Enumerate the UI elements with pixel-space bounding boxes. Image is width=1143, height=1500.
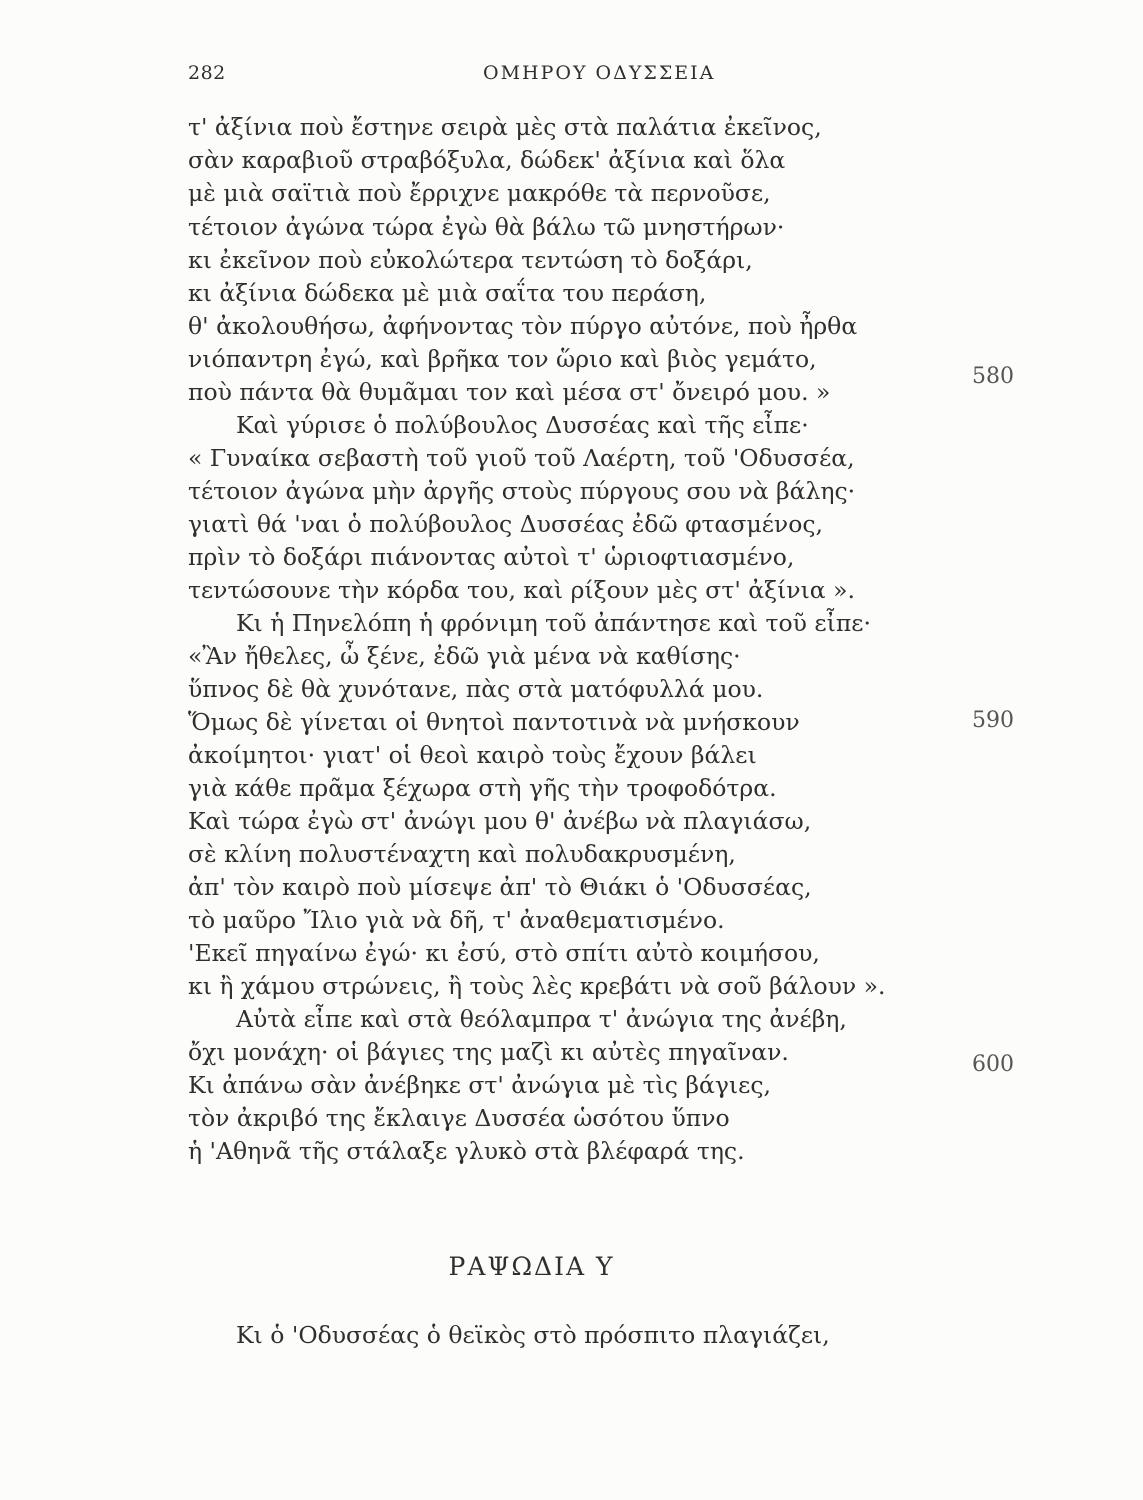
verse-line: κι ἐκεῖνον ποὺ εὐκολώτερα τεντώση τὸ δοξάρι,	[188, 246, 753, 274]
verse-line: Αὐτὰ εἶπε καὶ στὰ θεόλαμπρα τ' ἀνώγια της ἀνέβη,	[236, 1005, 847, 1033]
verse-line: γιὰ κάθε πρᾶμα ξέχωρα στὴ γῆς τὴν τροφοδότρα.	[188, 774, 777, 802]
verse-line: ἀκοίμητοι· γιατ' οἱ θεοὶ καιρὸ τοὺς ἔχουν βάλει	[188, 741, 757, 769]
verse-line: « Γυναίκα σεβαστὴ τοῦ γιοῦ τοῦ Λαέρτη, τοῦ 'Οδυσσέα,	[188, 444, 855, 472]
verse-line: σὲ κλίνη πολυστέναχτη καὶ πολυδακρυσμένη,	[188, 840, 736, 868]
verse-line: ὄχι μονάχη· οἱ βάγιες της μαζὶ κι αὐτὲς πηγαῖναν.	[188, 1038, 789, 1066]
verse-line: ἡ 'Αθηνᾶ τῆς στάλαξε γλυκὸ στὰ βλέφαρά της.	[188, 1137, 745, 1165]
verse-line: πρὶν τὸ δοξάρι πιάνοντας αὐτοὶ τ' ὡριοφτιασμένο,	[188, 543, 795, 571]
verse-line: Καὶ τώρα ἐγὼ στ' ἀνώγι μου θ' ἀνέβω νὰ πλαγιάσω,	[188, 807, 812, 835]
running-title: ΟΜΗΡΟΥ ΟΔΥΣΣΕΙΑ	[483, 62, 716, 84]
verse-line: 'Εκεῖ πηγαίνω ἐγώ· κι ἐσύ, στὸ σπίτι αὐτὸ κοιμήσου,	[188, 939, 820, 967]
verse-line: νιόπαντρη ἐγώ, καὶ βρῆκα τον ὥριο καὶ βιὸς γεμάτο,	[188, 345, 817, 373]
verse-line: «Ἂν ἤθελες, ὦ ξένε, ἐδῶ γιὰ μένα νὰ καθίσης·	[188, 642, 741, 670]
verse-line: ὕπνος δὲ θὰ χυνότανε, πὰς στὰ ματόφυλλά μου.	[188, 675, 764, 703]
verse-line: τ' ἀξίνια ποὺ ἔστηνε σειρὰ μὲς στὰ παλάτια ἐκεῖνος,	[188, 113, 822, 141]
verse-line: κι ἢ χάμου στρώνεις, ἢ τοὺς λὲς κρεβάτι νὰ σοῦ βάλουν ».	[188, 972, 886, 1000]
verse-line: θ' ἀκολουθήσω, ἀφήνοντας τὸν πύργο αὐτόνε, ποὺ ἦρθα	[188, 312, 858, 340]
verse-line: Κι ἀπάνω σὰν ἀνέβηκε στ' ἀνώγια μὲ τὶς βάγιες,	[188, 1071, 771, 1099]
line-number: 600	[972, 1052, 1014, 1077]
verse-line: τεντώσουνε τὴν κόρδα του, καὶ ρίξουν μὲς στ' ἀξίνια ».	[188, 576, 855, 604]
verse-line: Ὅμως δὲ γίνεται οἱ θνητοὶ παντοτινὰ νὰ μνήσκουν	[188, 708, 800, 736]
verse-line: Καὶ γύρισε ὁ πολύβουλος Δυσσέας καὶ τῆς εἶπε·	[236, 411, 809, 439]
verse-line: γιατὶ θά 'ναι ὁ πολύβουλος Δυσσέας ἐδῶ φτασμένος,	[188, 510, 823, 538]
verse-line: ποὺ πάντα θὰ θυμᾶμαι τον καὶ μέσα στ' ὄνειρό μου. »	[188, 378, 831, 406]
chapter-first-line: Κι ὁ 'Οδυσσέας ὁ θεϊκὸς στὸ πρόσπιτο πλαγιάζει,	[236, 1321, 830, 1349]
verse-line: κι ἀξίνια δώδεκα μὲ μιὰ σαΐτα του περάση,	[188, 279, 707, 307]
verse-line: τὸν ἀκριβό της ἔκλαιγε Δυσσέα ὡσότου ὕπνο	[188, 1104, 730, 1132]
verse-line: τὸ μαῦρο Ἴλιο γιὰ νὰ δῆ, τ' ἀναθεματισμένο.	[188, 906, 725, 934]
verse-line: Κι ἡ Πηνελόπη ἡ φρόνιμη τοῦ ἀπάντησε καὶ τοῦ εἶπε·	[236, 609, 871, 637]
verse-line: ἀπ' τὸν καιρὸ ποὺ μίσεψε ἀπ' τὸ Θιάκι ὁ 'Οδυσσέας,	[188, 873, 812, 901]
page-header	[188, 62, 748, 92]
verse-line: τέτοιον ἀγώνα μὴν ἀργῆς στοὺς πύργους σου νὰ βάλης·	[188, 477, 856, 505]
line-number: 580	[972, 364, 1014, 389]
chapter-heading: ΡΑΨΩΔΙΑ Υ	[448, 1252, 615, 1281]
verse-line: τέτοιον ἀγώνα τώρα ἐγὼ θὰ βάλω τῶ μνηστήρων·	[188, 213, 785, 241]
page-number: 282	[188, 62, 226, 84]
verse-line: μὲ μιὰ σαϊτιὰ ποὺ ἔρριχνε μακρόθε τὰ περνοῦσε,	[188, 179, 771, 207]
verse-line: σὰν καραβιοῦ στραβόξυλα, δώδεκ' ἀξίνια καὶ ὅλα	[188, 146, 786, 174]
line-number: 590	[972, 708, 1014, 733]
